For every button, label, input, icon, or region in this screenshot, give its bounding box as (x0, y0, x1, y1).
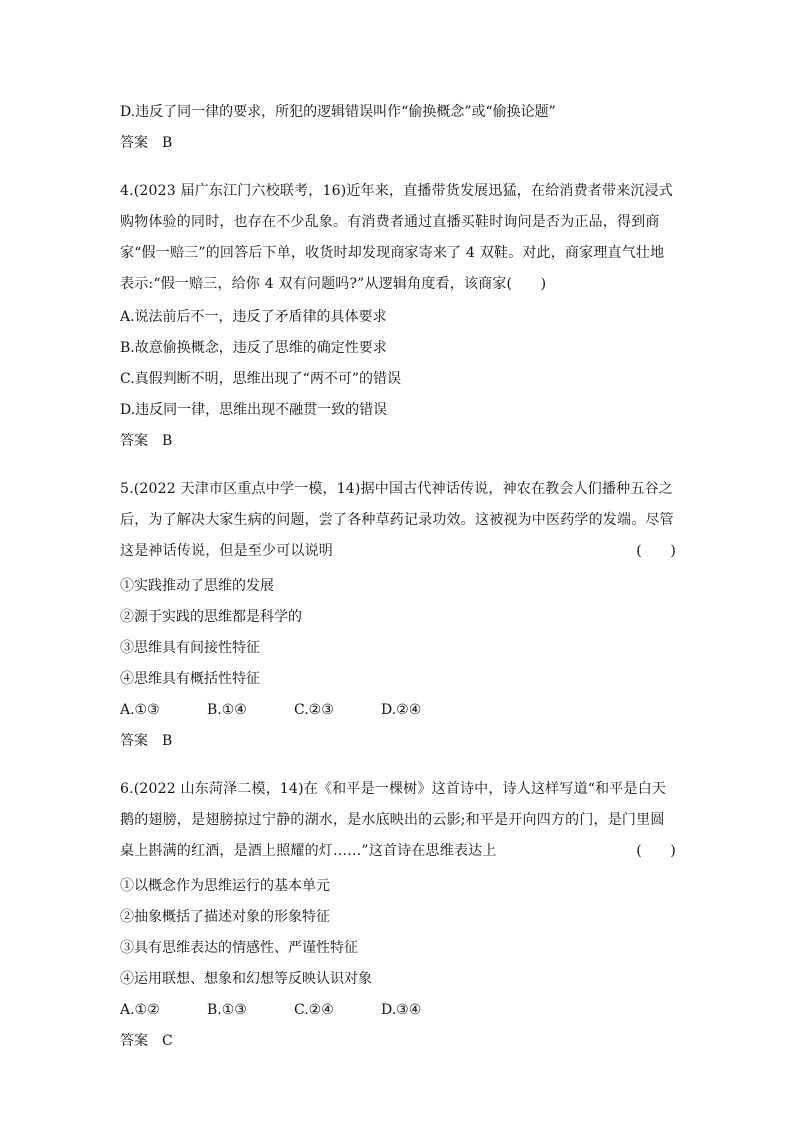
question-6-choice-c: C.②④ (294, 1002, 334, 1018)
question-5-choice-d: D.②④ (381, 702, 422, 718)
question-5-item-2: ②源于实践的思维都是科学的 (120, 609, 302, 625)
question-6-answer-blank: ( ) (636, 843, 676, 859)
question-6-choices (120, 999, 676, 1021)
question-5-choice-c: C.②③ (294, 702, 334, 718)
question-6-item-4: ④运用联想、想象和幻想等反映认识对象 (120, 971, 372, 987)
question-5-item-4: ④思维具有概括性特征 (120, 671, 260, 687)
question-5-choices (120, 699, 676, 721)
question-5 (120, 474, 676, 752)
question-6-item-3: ③具有思维表达的情感性、严谨性特征 (120, 940, 358, 956)
question-6-choice-a: A.①② (120, 1002, 160, 1018)
prev-answer: 答案 B (120, 135, 173, 151)
question-6 (120, 774, 676, 1052)
question-6-item-1: ①以概念作为思维运行的基本单元 (120, 878, 330, 894)
question-5-choice-a: A.①③ (120, 702, 160, 718)
question-5-item-1: ①实践推动了思维的发展 (120, 578, 274, 594)
question-6-stem-text: 6.(2022 山东菏泽二模，14)在《和平是一棵树》这首诗中，诗人这样写道“和平是白天鹅的翅膀，是翅膀掠过宁静的湖水，是水底映出的云影;和平是开向四方的门，是门里圆桌上斟满的红酒，是酒上照耀的灯……”这首诗在思维表达上 (120, 781, 667, 859)
question-6-stem (120, 774, 676, 867)
question-4-option-d: D.违反同一律，思维出现不融贯一致的错误 (120, 402, 388, 418)
question-5-stem (120, 474, 676, 567)
prev-option-d: D.违反了同一律的要求，所犯的逻辑错误叫作“偷换概念”或“偷换论题” (120, 104, 556, 120)
question-6-item-2: ②抽象概括了描述对象的形象特征 (120, 909, 330, 925)
question-5-answer-blank: ( ) (636, 543, 676, 559)
question-5-item-3: ③思维具有间接性特征 (120, 640, 260, 656)
question-4-option-a: A.说法前后不一，违反了矛盾律的具体要求 (120, 309, 387, 325)
document-body (120, 101, 676, 1074)
question-6-answer: 答案 C (120, 1033, 173, 1049)
question-4-option-b: B.故意偷换概念，违反了思维的确定性要求 (120, 340, 387, 356)
question-5-answer: 答案 B (120, 733, 173, 749)
question-4-option-c: C.真假判断不明，思维出现了“两不可”的错误 (120, 371, 401, 387)
question-4-stem: 4.(2023 届广东江门六校联考，16)近年来，直播带货发展迅猛，在给消费者带来沉浸式购物体验的同时，也存在不少乱象。有消费者通过直播买鞋时询问是否为正品，得到商家“假一赔三”的回答后下单，收货时却发现商家寄来了 4 双鞋。对此，商家理直气壮地表示:“假一赔三，给你 4 双有问题吗?”从逻辑角度看，该商家( ) (120, 183, 673, 292)
question-5-stem-text: 5.(2022 天津市区重点中学一模，14)据中国古代神话传说，神农在教会人们播种五谷之后，为了解决大家生病的问题，尝了各种草药记录功效。这被视为中医药学的发端。尽管这是神话传说，但是至少可以说明 (120, 481, 674, 559)
question-5-choice-b: B.①④ (207, 702, 247, 718)
question-6-choice-b: B.①③ (207, 1002, 247, 1018)
question-4 (120, 176, 676, 452)
question-6-choice-d: D.③④ (381, 1002, 422, 1018)
question-4-answer: 答案 B (120, 433, 173, 449)
